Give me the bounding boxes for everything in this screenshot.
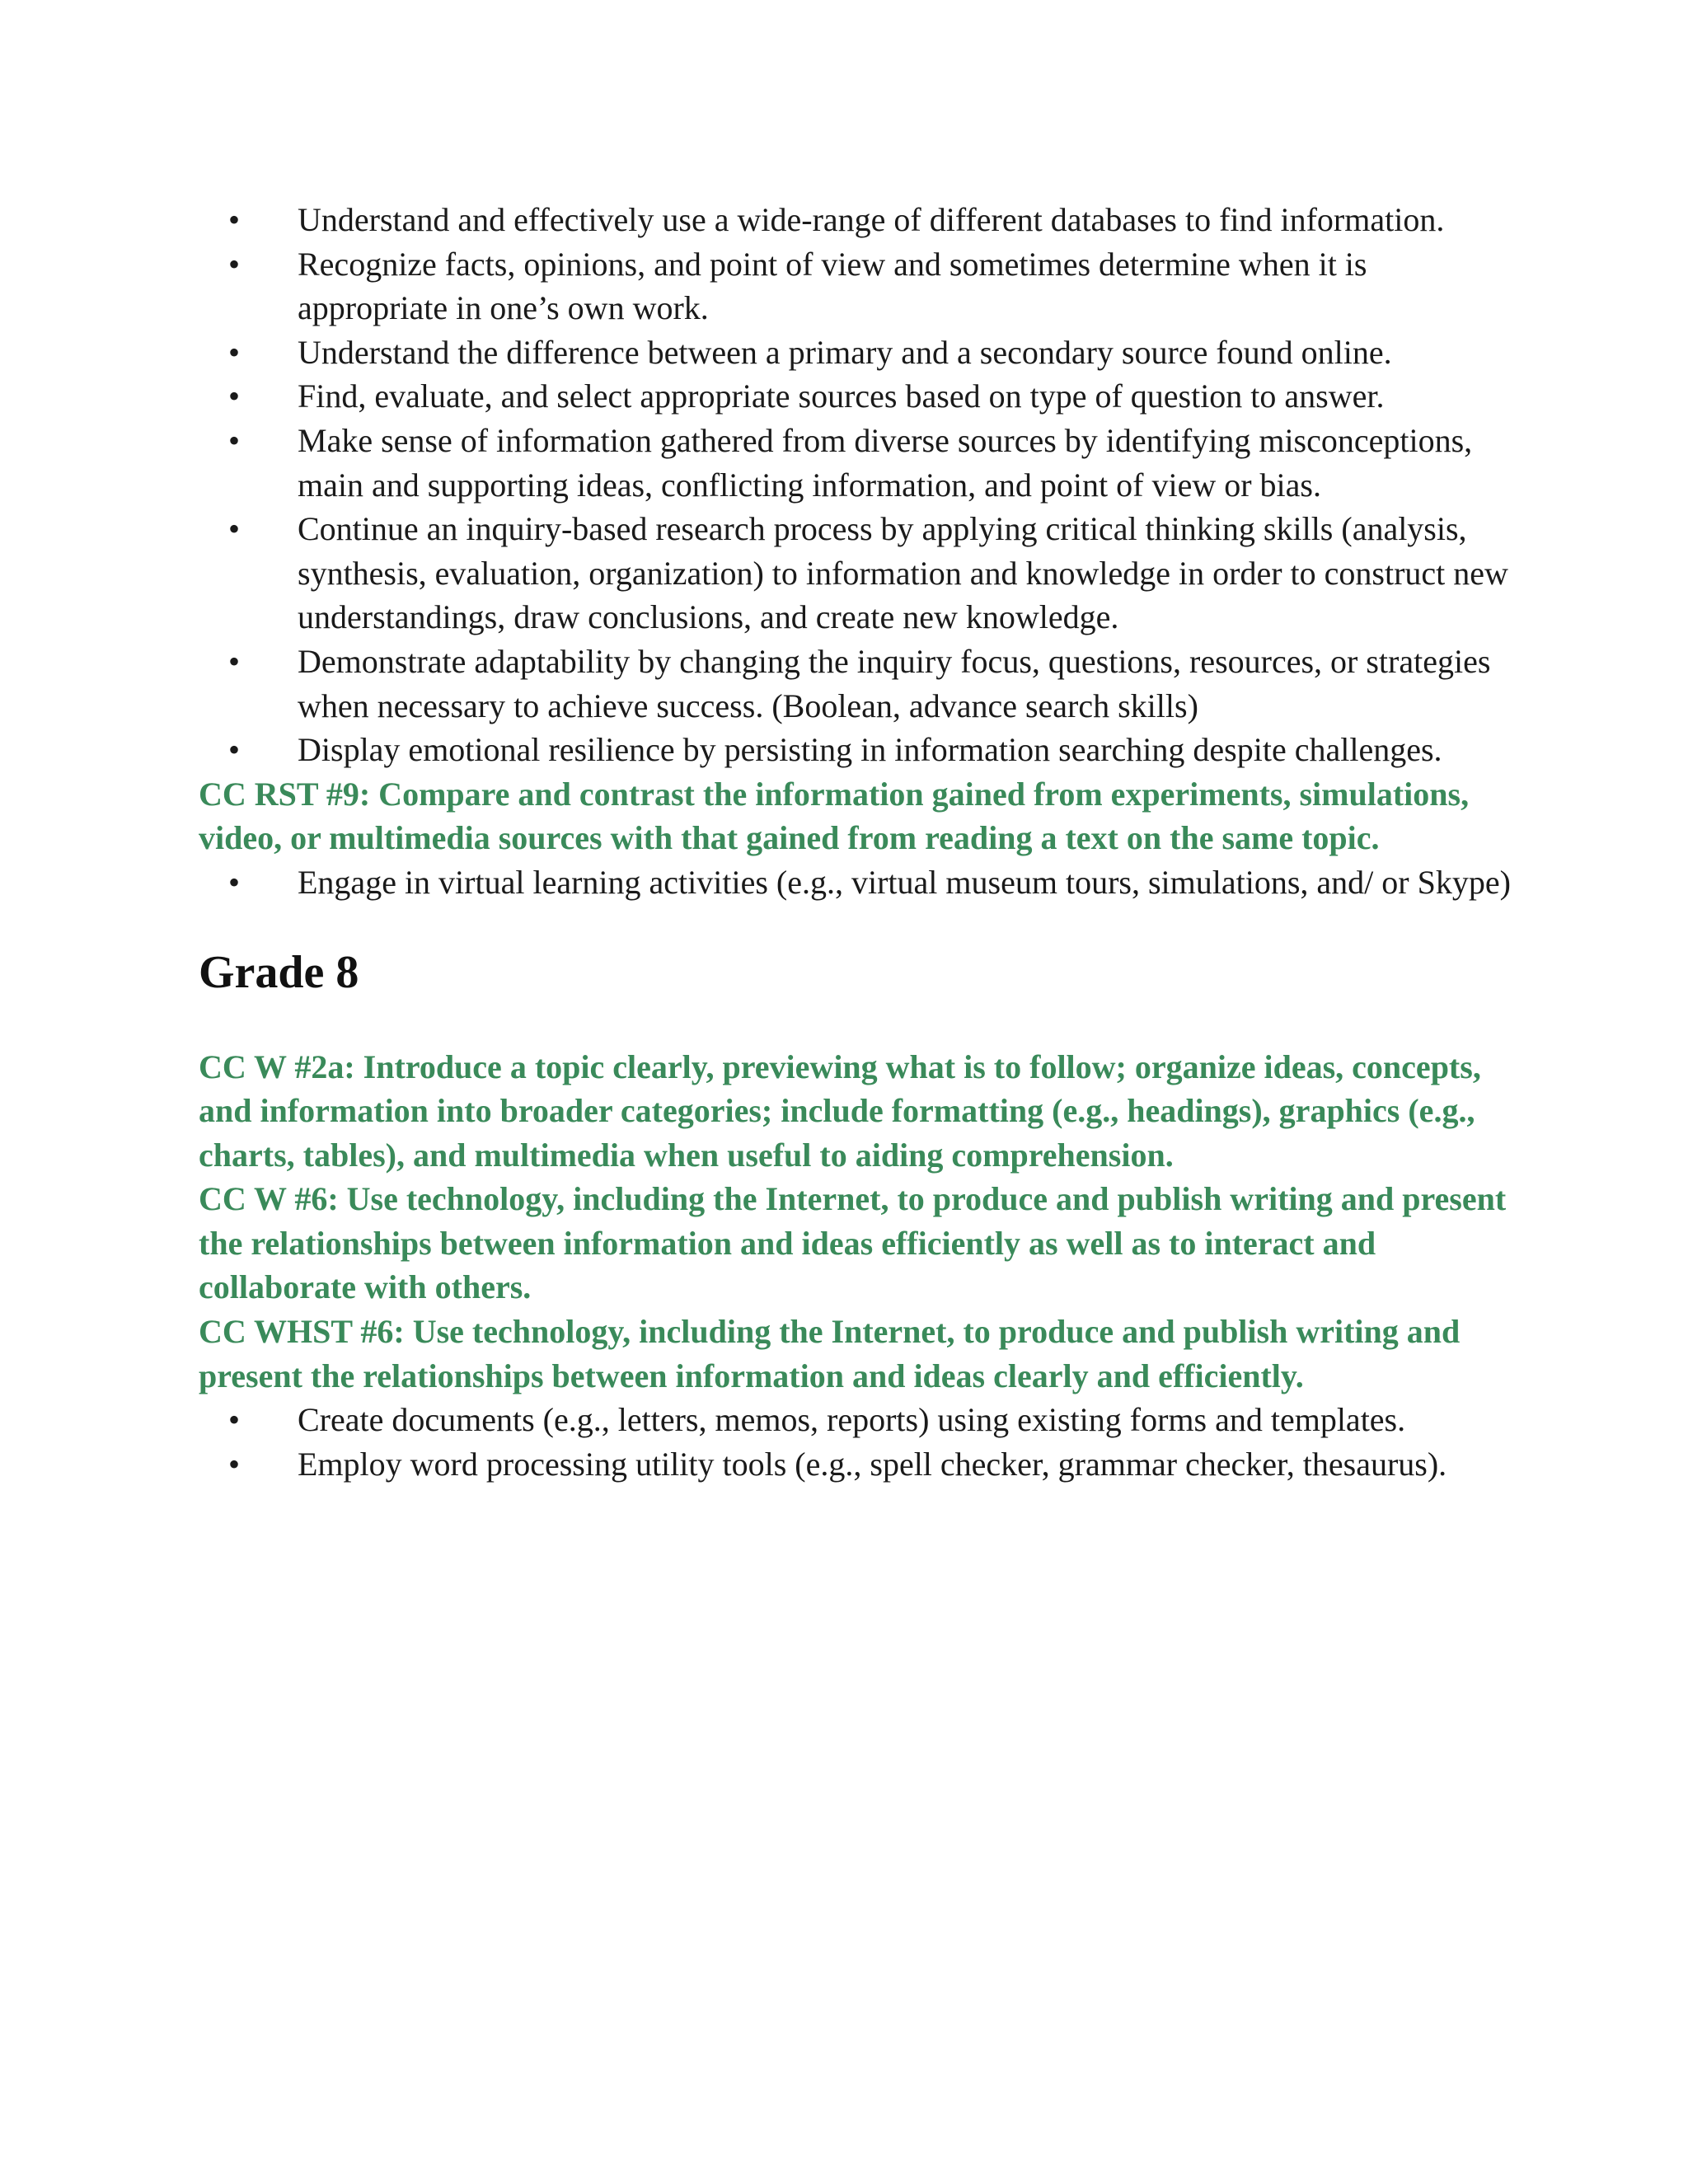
list-item-text: Display emotional resilience by persisting in information searching despite challenges. [298, 731, 1442, 769]
list-item-text: Demonstrate adaptability by changing the inquiry focus, questions, resources, or strategies when necessary to achieve success. (Boolean, advance search skills) [298, 642, 1491, 724]
list-item [199, 374, 1517, 419]
bullet-icon: • [228, 377, 241, 415]
list-item [199, 1442, 1517, 1487]
list-item-text: Create documents (e.g., letters, memos, reports) using existing forms and templates. [298, 1401, 1406, 1439]
list-item [199, 419, 1517, 507]
standard-rst9: CC RST #9: Compare and contrast the information gained from experiments, simulations, video, or multimedia sources with that gained from reading a text on the same topic. [199, 775, 1470, 857]
standard-w2a: CC W #2a: Introduce a topic clearly, previewing what is to follow; organize ideas, concepts, and information into broader categories; include formatting (e.g., headings), graphics (e.g., charts, tables), and multimedia when useful to aiding comprehension. [199, 1047, 1481, 1174]
list-item [199, 860, 1517, 905]
bullet-icon: • [228, 201, 241, 238]
list-item-text: Find, evaluate, and select appropriate sources based on type of question to answer. [298, 377, 1385, 415]
bullet-icon: • [228, 1445, 241, 1483]
grade-heading: Grade 8 [199, 946, 359, 998]
list-item [199, 242, 1517, 330]
list-item [199, 507, 1517, 640]
list-item-text: Recognize facts, opinions, and point of view and sometimes determine when it is appropriate in one’s own work. [298, 245, 1367, 327]
list-item [199, 1398, 1517, 1442]
bullet-list-documents [199, 1398, 1517, 1486]
bullet-icon: • [228, 245, 241, 283]
bullet-icon: • [228, 421, 241, 459]
list-item [199, 330, 1517, 375]
standard-w6: CC W #6: Use technology, including the Internet, to produce and publish writing and present the relationships between information and ideas efficiently as well as to interact and collaborate with others. [199, 1180, 1507, 1306]
list-item-text: Make sense of information gathered from diverse sources by identifying misconceptions, main and supporting ideas, conflicting information, and point of view or bias. [298, 421, 1473, 504]
bullet-icon: • [228, 1401, 241, 1439]
bullet-list-info-skills [199, 198, 1517, 772]
list-item [199, 198, 1517, 242]
bullet-icon: • [228, 510, 241, 548]
bullet-list-virtual-learning [199, 860, 1517, 905]
bullet-icon: • [228, 863, 241, 901]
list-item-text: Employ word processing utility tools (e.g., spell checker, grammar checker, thesaurus). [298, 1445, 1447, 1483]
list-item-text: Understand the difference between a primary and a secondary source found online. [298, 333, 1392, 371]
bullet-icon: • [228, 731, 241, 769]
list-item-text: Understand and effectively use a wide-range of different databases to find information. [298, 201, 1445, 238]
document-page [199, 198, 1517, 1486]
bullet-icon: • [228, 333, 241, 371]
bullet-icon: • [228, 642, 241, 680]
list-item-text: Engage in virtual learning activities (e.g., virtual museum tours, simulations, and/ or Skype) [298, 863, 1511, 901]
standard-whst6: CC WHST #6: Use technology, including the Internet, to produce and publish writing and present the relationships between information and ideas clearly and efficiently. [199, 1313, 1461, 1394]
list-item [199, 640, 1517, 728]
list-item-text: Continue an inquiry-based research process by applying critical thinking skills (analysis, synthesis, evaluation, organization) to information and knowledge in order to construct new understandings, draw conclusions, and create new knowledge. [298, 510, 1508, 636]
list-item [199, 728, 1517, 772]
